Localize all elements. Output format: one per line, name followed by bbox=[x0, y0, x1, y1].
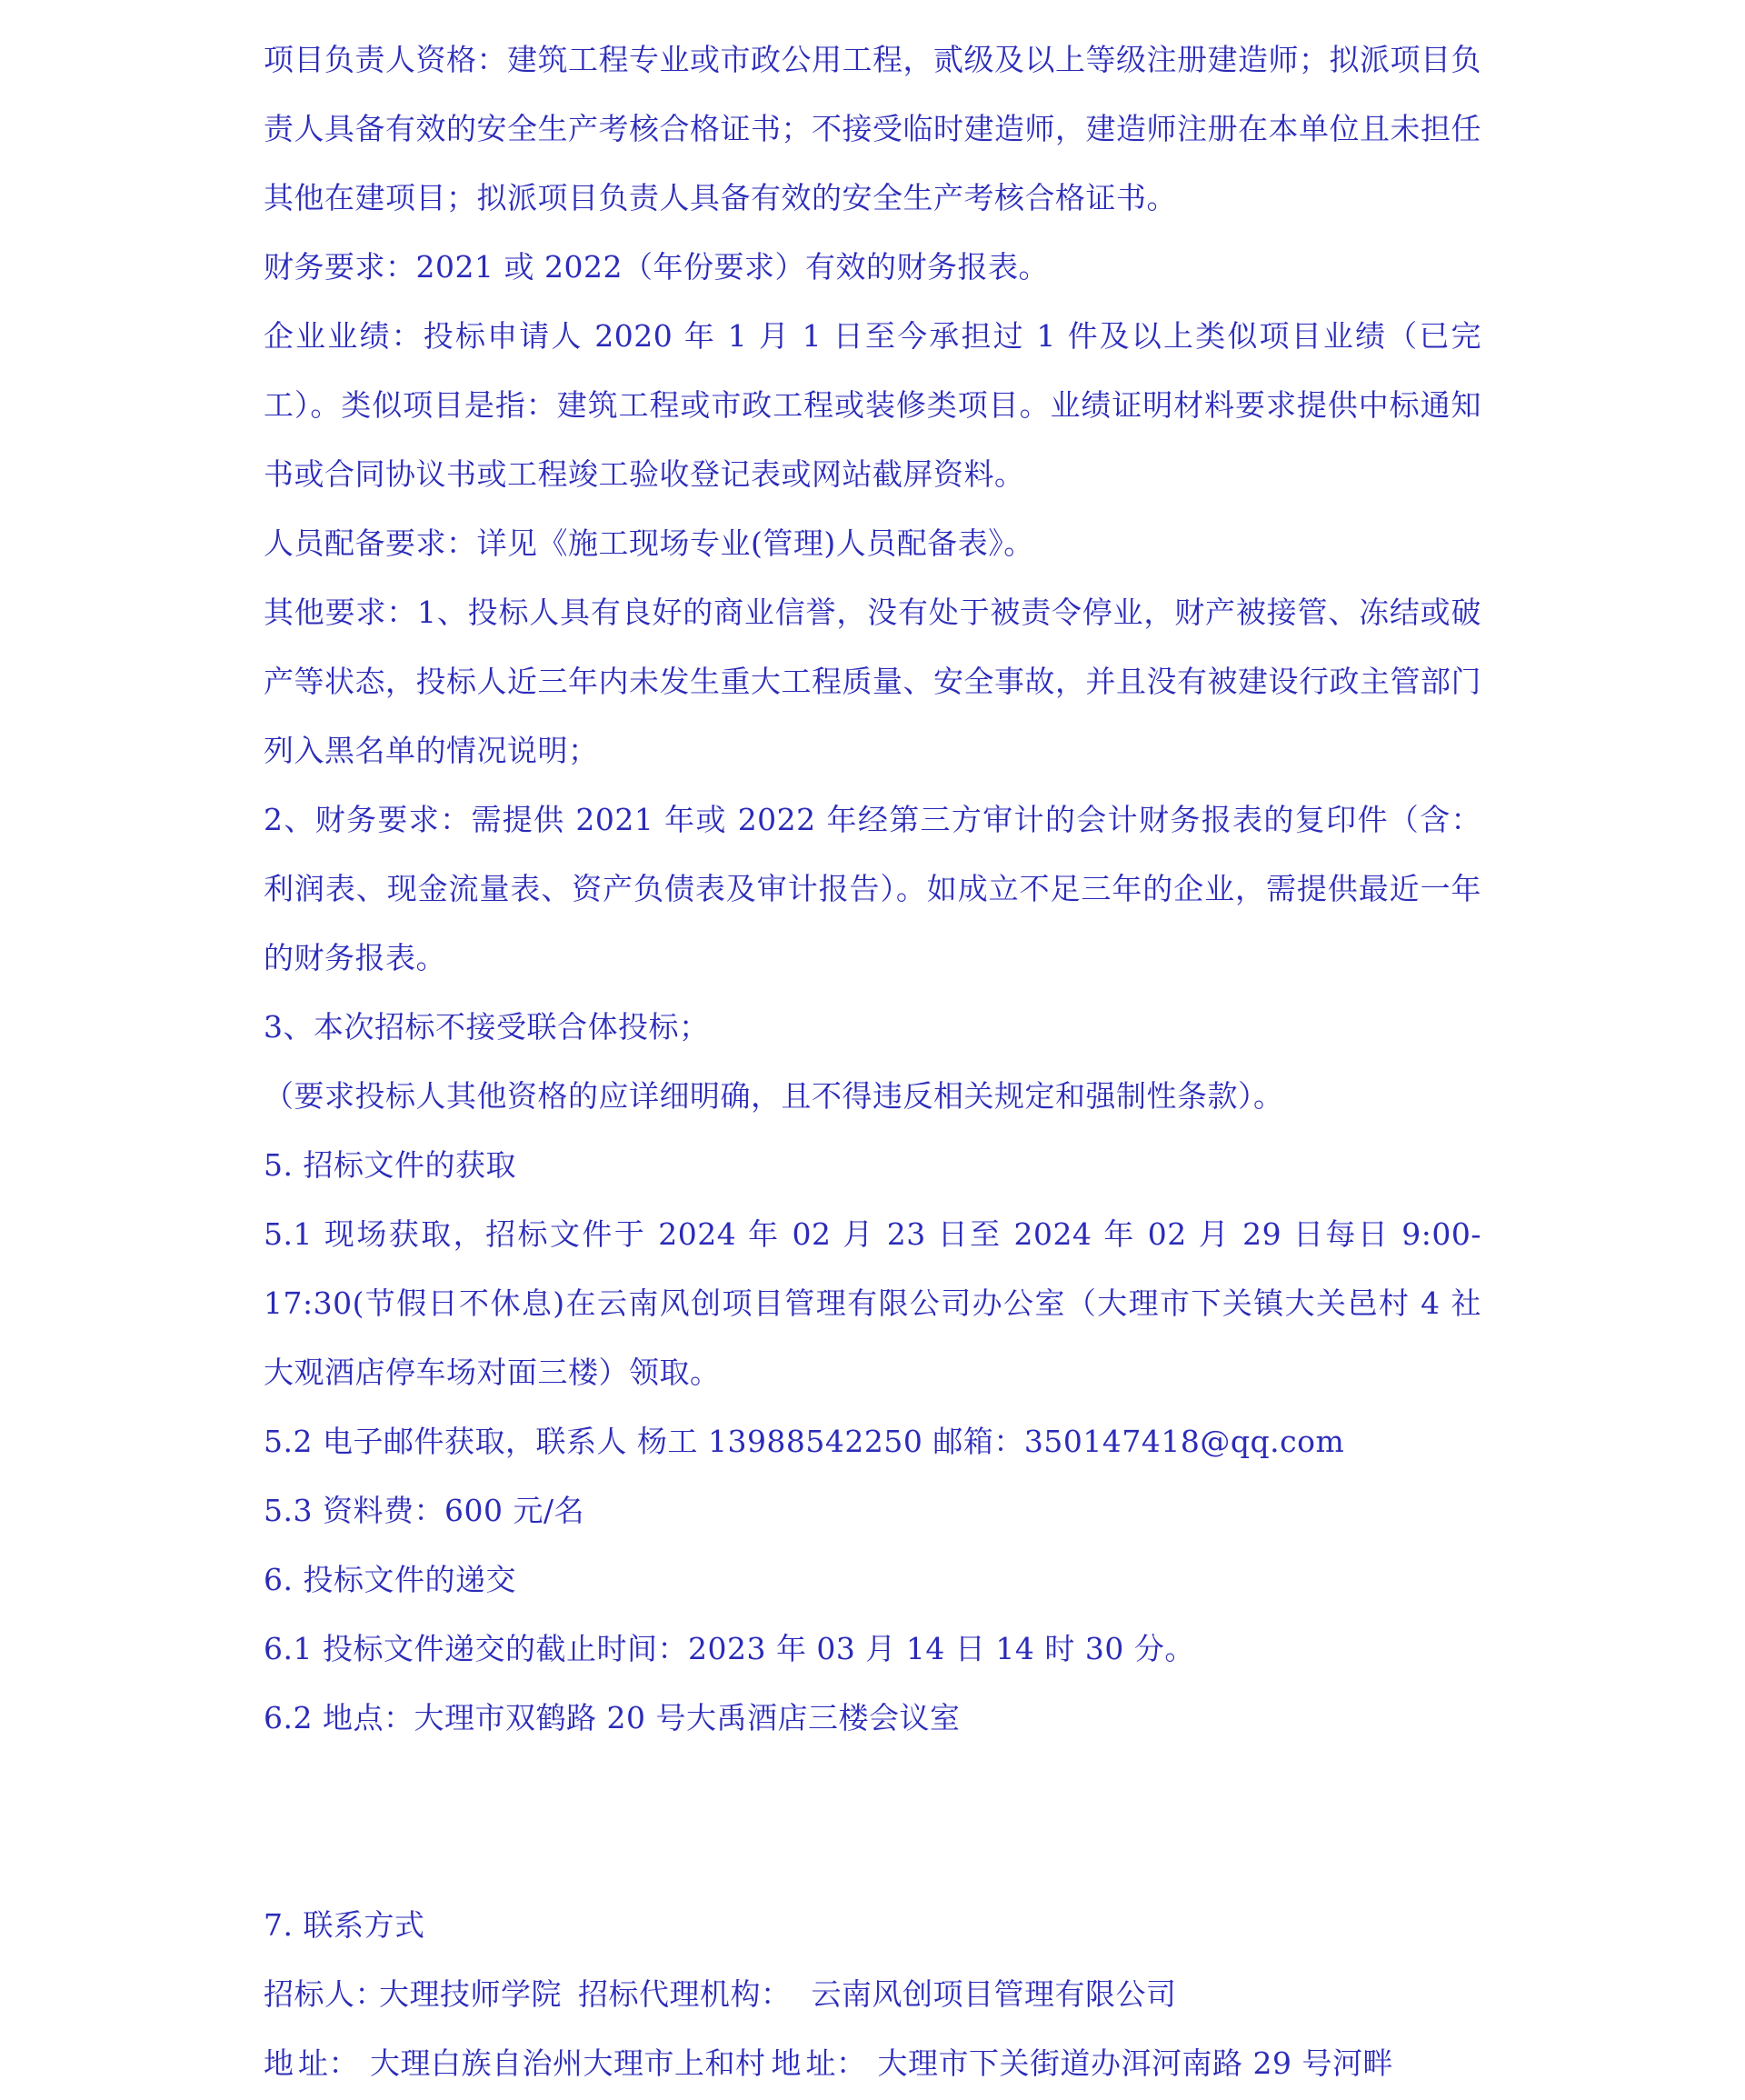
agency-address-label bbox=[772, 2029, 867, 2098]
tenderer-label bbox=[264, 1960, 385, 2029]
staffing-requirement: 人员配备要求：详见《施工现场专业(管理)人员配备表》。 bbox=[264, 525, 1034, 561]
section-5-1: 5.1 现场获取，招标文件于 2024 年 02 月 23 日至 2024 年 02 月 29 日每日 9:00-17:30(节假日不休息)在云南风创项目管理有限公司办公室（大理市下关镇大关邑村 4 社大观酒店停车场对面三楼）领取。 bbox=[264, 1216, 1481, 1390]
address-label bbox=[264, 2029, 359, 2098]
agency-value: 云南风创项目管理有限公司 bbox=[811, 1976, 1177, 2012]
section-7-heading: 7. 联系方式 bbox=[264, 1907, 425, 1943]
address-label-char-2: 址： bbox=[298, 2045, 359, 2081]
tenderer-label-char-1: 招 bbox=[264, 1976, 294, 2012]
tenderer-label-char-3: 人： bbox=[324, 1976, 385, 2012]
tenderer-value: 大理技师学院 bbox=[379, 1976, 562, 2012]
document-body bbox=[264, 25, 1481, 2098]
other-requirements-1: 其他要求：1、投标人具有良好的商业信誉，没有处于被责令停业，财产被接管、冻结或破产等状态，投标人近三年内未发生重大工程质量、安全事故，并且没有被建设行政主管部门列入黑名单的情况说明； bbox=[264, 595, 1481, 768]
section-5-3: 5.3 资料费：600 元/名 bbox=[264, 1493, 585, 1528]
qualification-note: （要求投标人其他资格的应详细明确，且不得违反相关规定和强制性条款）。 bbox=[264, 1078, 1284, 1114]
contact-row-tenderer bbox=[264, 1960, 1481, 2029]
financial-requirement: 财务要求：2021 或 2022（年份要求）有效的财务报表。 bbox=[264, 249, 1049, 285]
agency-address-value: 大理市下关街道办洱河南路 29 号河畔 bbox=[877, 2045, 1393, 2081]
other-requirements-3: 3、本次招标不接受联合体投标； bbox=[264, 1009, 710, 1045]
agency-address-label-char-2: 址： bbox=[805, 2045, 867, 2081]
agency-address-label-char-1: 地 bbox=[771, 2045, 802, 2081]
agency-label: 招标代理机构： bbox=[578, 1976, 792, 2012]
address-label-char-1: 地 bbox=[264, 2045, 294, 2081]
other-requirements-2: 2、财务要求：需提供 2021 年或 2022 年经第三方审计的会计财务报表的复印件（含：利润表、现金流量表、资产负债表及审计报告）。如成立不足三年的企业，需提供最近一年的财务报表。 bbox=[264, 802, 1481, 975]
address-value: 大理白族自治州大理市上和村 bbox=[370, 2045, 766, 2081]
section-5-2: 5.2 电子邮件获取，联系人 杨工 13988542250 邮箱：350147418@qq.com bbox=[264, 1424, 1345, 1459]
section-6-1: 6.1 投标文件递交的截止时间：2023 年 03 月 14 日 14 时 30 分。 bbox=[264, 1631, 1195, 1666]
enterprise-performance: 企业业绩：投标申请人 2020 年 1 月 1 日至今承担过 1 件及以上类似项目业绩（已完工）。类似项目是指：建筑工程或市政工程或装修类项目。业绩证明材料要求提供中标通知书或合同协议书或工程竣工验收登记表或网站截屏资料。 bbox=[264, 318, 1481, 492]
project-manager-qualification: 项目负责人资格：建筑工程专业或市政公用工程，贰级及以上等级注册建造师；拟派项目负责人具备有效的安全生产考核合格证书；不接受临时建造师，建造师注册在本单位且未担任其他在建项目；拟派项目负责人具备有效的安全生产考核合格证书。 bbox=[264, 42, 1481, 215]
section-5-heading: 5. 招标文件的获取 bbox=[264, 1147, 516, 1183]
contact-row-address bbox=[264, 2029, 1481, 2098]
tenderer-label-char-2: 标 bbox=[294, 1976, 324, 2012]
section-6-2: 6.2 地点：大理市双鹤路 20 号大禹酒店三楼会议室 bbox=[264, 1700, 961, 1735]
section-6-heading: 6. 投标文件的递交 bbox=[264, 1562, 516, 1597]
